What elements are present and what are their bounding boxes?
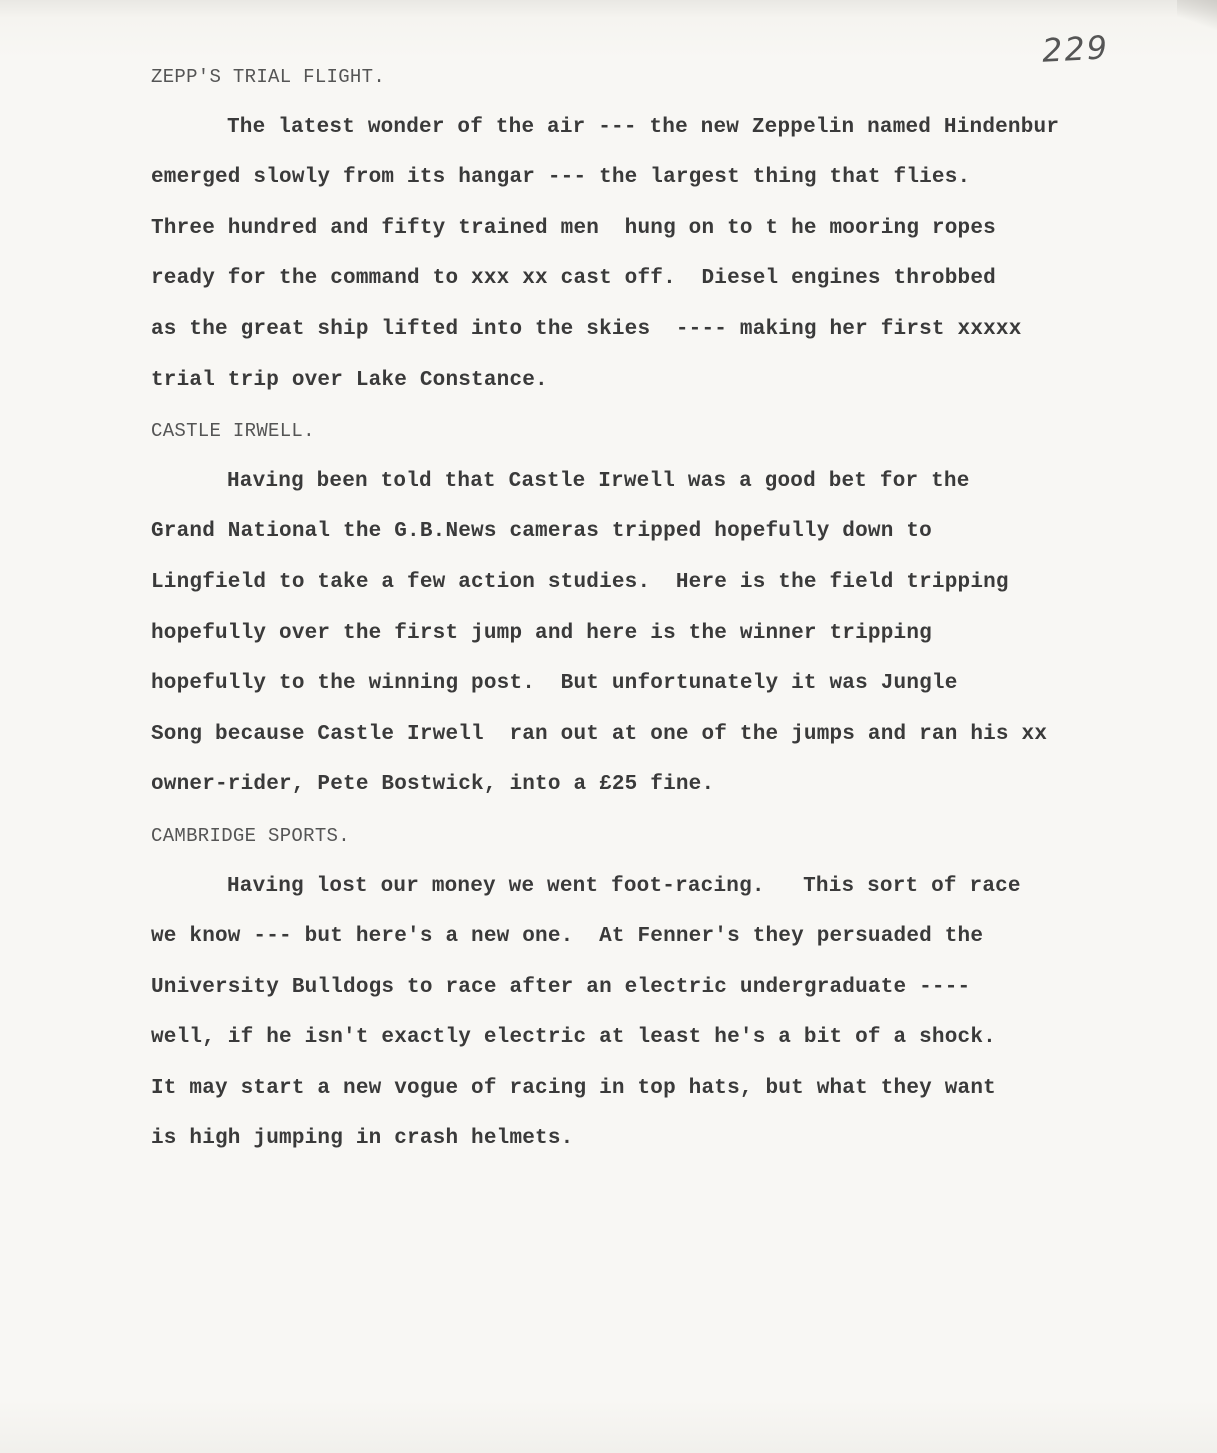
paragraph-line: is high jumping in crash helmets. — [151, 1127, 574, 1151]
paragraph-line: It may start a new vogue of racing in top hats, but what they want — [151, 1076, 996, 1100]
paragraph-line: hopefully to the winning post. But unfortunately it was Jungle — [151, 672, 958, 696]
paragraph-line: as the great ship lifted into the skies ---- making her first xxxxx — [151, 317, 1022, 341]
paragraph-line: Three hundred and fifty trained men hung on to t he mooring ropes — [151, 216, 996, 240]
paragraph-line: Having lost our money we went foot-racing. This sort of race — [227, 874, 1021, 898]
page-number: 229 — [1041, 28, 1111, 70]
section-cambridge-sports — [151, 811, 1211, 1165]
section-heading: CAMBRIDGE SPORTS. — [151, 824, 350, 847]
paragraph-line: Song because Castle Irwell ran out at one of the jumps and ran his xx — [151, 722, 1048, 746]
section-zepps-trial-flight — [151, 52, 1211, 406]
paragraph-line: Grand National the G.B.News cameras tripped hopefully down to — [151, 520, 932, 544]
paragraph-line: hopefully over the first jump and here is the winner tripping — [151, 621, 932, 645]
paragraph-line: trial trip over Lake Constance. — [151, 368, 548, 392]
paragraph-line: well, if he isn't exactly electric at least he's a bit of a shock. — [151, 1026, 996, 1050]
paragraph-line: University Bulldogs to race after an electric undergraduate ---- — [151, 975, 971, 999]
section-castle-irwell — [151, 406, 1211, 811]
paragraph-line: owner-rider, Pete Bostwick, into a £25 fine. — [151, 773, 715, 797]
text-block — [151, 52, 1211, 1165]
section-heading: CASTLE IRWELL. — [151, 420, 315, 443]
page-corner-shadow — [1177, 0, 1217, 30]
paragraph-line: emerged slowly from its hangar --- the largest thing that flies. — [151, 166, 971, 190]
paragraph-line: Having been told that Castle Irwell was a good bet for the — [227, 469, 970, 493]
section-heading: ZEPP'S TRIAL FLIGHT. — [151, 66, 386, 88]
paragraph-line: we know --- but here's a new one. At Fenner's they persuaded the — [151, 925, 984, 949]
paragraph-line: ready for the command to xxx xx cast off. Diesel engines throbbed — [151, 267, 996, 291]
paragraph-line: Lingfield to take a few action studies. Here is the field tripping — [151, 570, 1009, 594]
paragraph-line: The latest wonder of the air --- the new Zeppelin named Hindenbur — [227, 115, 1060, 139]
